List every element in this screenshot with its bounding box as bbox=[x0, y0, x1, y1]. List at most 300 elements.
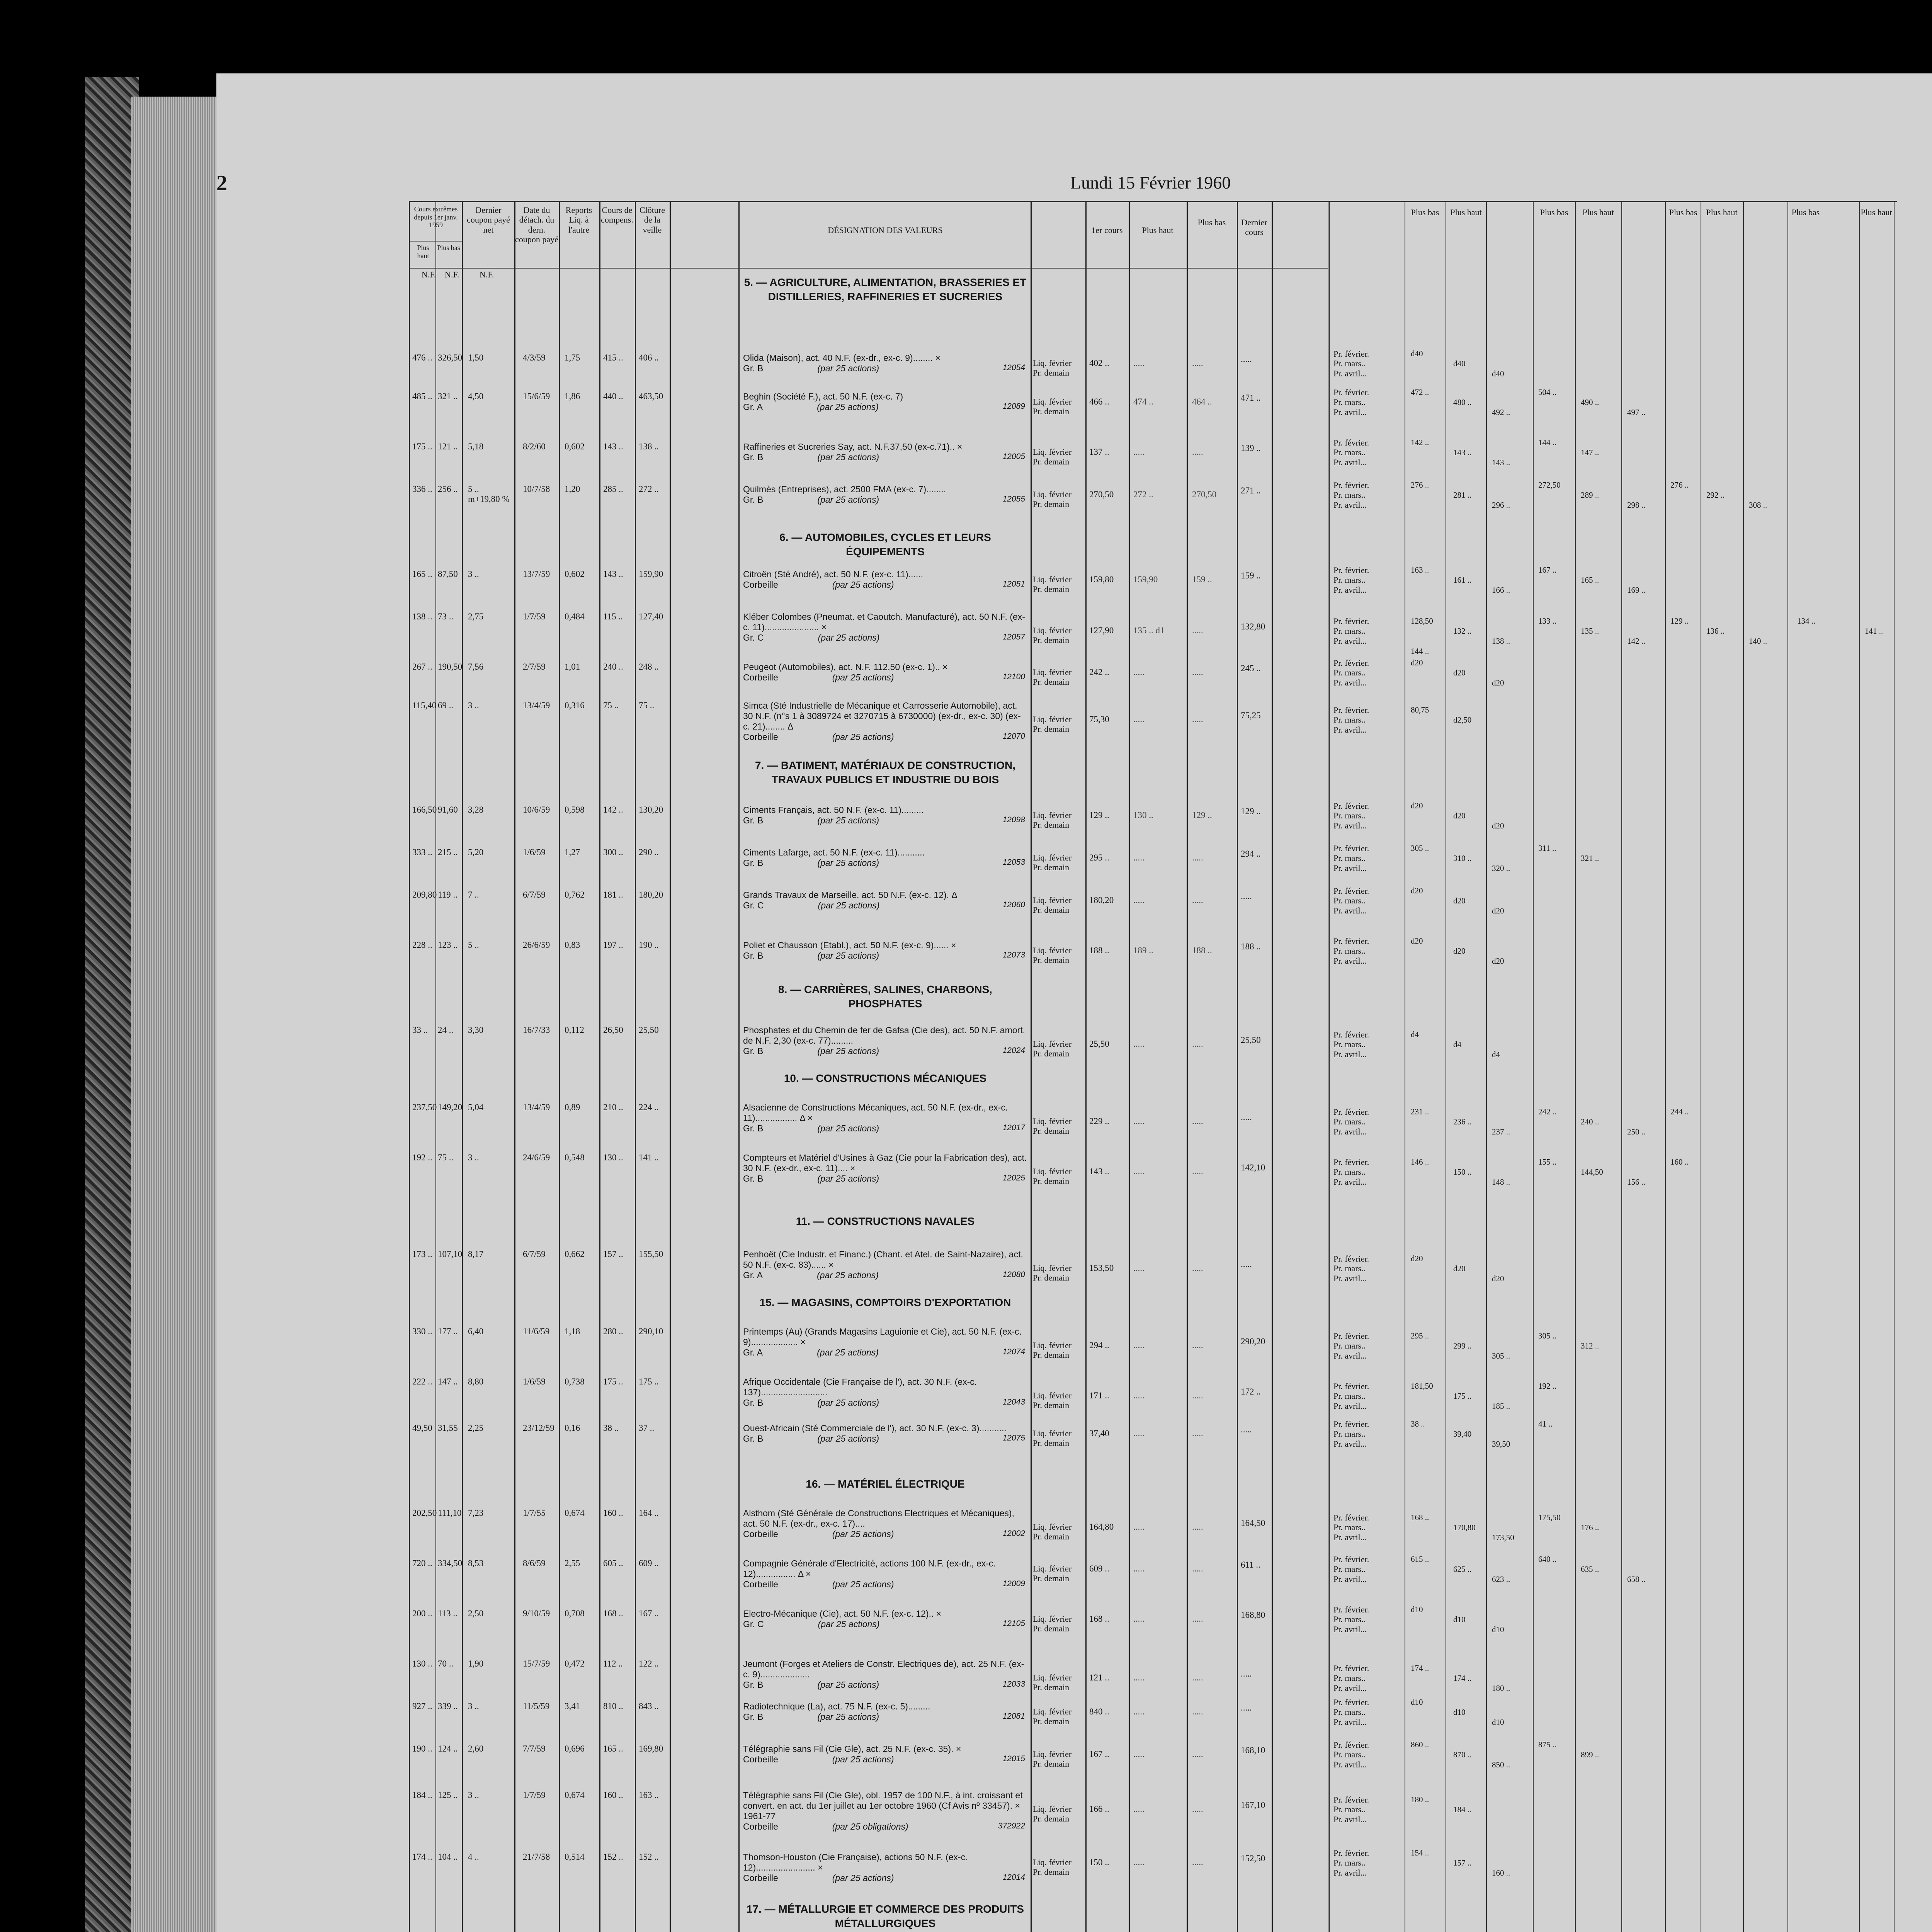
term-prime: Pr. demain bbox=[1033, 1759, 1070, 1769]
group-line bbox=[743, 1046, 1027, 1056]
forward-value: d40 bbox=[1453, 359, 1466, 368]
dernier-coupon-value: 3 .. bbox=[468, 1701, 479, 1711]
cloture-value: 159,90 bbox=[639, 569, 663, 579]
forward-value: 174 .. bbox=[1453, 1673, 1472, 1683]
dernier-coupon-value: 7,23 bbox=[468, 1508, 484, 1518]
section-title: 10. — CONSTRUCTIONS MÉCANIQUES bbox=[784, 1072, 987, 1084]
date-detach-value: 11/5/59 bbox=[523, 1701, 550, 1711]
term-liquidation: Liq. février bbox=[1033, 1116, 1072, 1126]
term-liquidation: Liq. février bbox=[1033, 1614, 1072, 1624]
month-label: Pr. février. bbox=[1333, 1030, 1369, 1039]
header-plus-bas: Plus bas bbox=[437, 244, 460, 252]
cours-compens-value: 143 .. bbox=[603, 442, 623, 451]
month-label: Pr. avril... bbox=[1333, 368, 1367, 378]
table-row bbox=[410, 1508, 1897, 1562]
designation-block bbox=[743, 1609, 1027, 1629]
forward-value: 492 .. bbox=[1492, 408, 1510, 417]
date-detach-value: 8/6/59 bbox=[523, 1558, 546, 1568]
forward-value: 144 .. bbox=[1411, 646, 1429, 656]
dernier-cours-value: 294 .. bbox=[1241, 849, 1261, 859]
table-row bbox=[410, 1419, 1897, 1477]
reports-value: 1,86 bbox=[565, 391, 580, 401]
forward-value: 39,50 bbox=[1492, 1439, 1510, 1449]
security-code: 12060 bbox=[1002, 900, 1025, 910]
forward-value: d10 bbox=[1492, 1718, 1504, 1727]
term-prime: Pr. demain bbox=[1033, 584, 1070, 594]
term-prime: Pr. demain bbox=[1033, 1682, 1070, 1692]
month-label: Pr. avril... bbox=[1333, 1683, 1367, 1693]
term-prime: Pr. demain bbox=[1033, 1532, 1070, 1542]
plus-haut-value: 720 .. bbox=[412, 1558, 432, 1568]
term-labels bbox=[1033, 714, 1071, 734]
forward-value: 242 .. bbox=[1538, 1107, 1557, 1116]
plus-bas-value: 149,20 bbox=[438, 1102, 463, 1112]
cours-compens-value: 415 .. bbox=[603, 353, 623, 362]
forward-value: 860 .. bbox=[1411, 1740, 1429, 1749]
reports-value: 0,83 bbox=[565, 940, 580, 950]
security-name: Compagnie Générale d'Electricité, actions 100 N.F. (ex-dr., ex-c. 12)................ Δ × bbox=[743, 1558, 996, 1579]
designation-block bbox=[743, 612, 1027, 643]
header-reports: Reports Liq. à l'autre bbox=[565, 205, 592, 235]
plus-haut-seance-value: ..... bbox=[1133, 1116, 1145, 1126]
forward-value: 147 .. bbox=[1581, 448, 1599, 457]
month-label: Pr. avril... bbox=[1333, 1439, 1367, 1449]
security-name: Thomson-Houston (Cie Française), actions 50 N.F. (ex-c. 12)........................ × bbox=[743, 1852, 968, 1873]
forward-value: 296 .. bbox=[1492, 500, 1510, 510]
term-prime: Pr. demain bbox=[1033, 1814, 1070, 1824]
forward-value: 185 .. bbox=[1492, 1401, 1510, 1411]
security-code: 12055 bbox=[1002, 495, 1025, 504]
cloture-value: 180,20 bbox=[639, 890, 663, 900]
term-liquidation: Liq. février bbox=[1033, 575, 1072, 584]
forward-value: 163 .. bbox=[1411, 565, 1429, 575]
month-label: Pr. avril... bbox=[1333, 1574, 1367, 1584]
forward-value: 184 .. bbox=[1453, 1805, 1472, 1814]
month-label: Pr. mars.. bbox=[1333, 1117, 1366, 1127]
month-label: Pr. février. bbox=[1333, 936, 1369, 946]
plus-bas-value: 113 .. bbox=[438, 1609, 457, 1618]
group-line bbox=[743, 672, 1027, 683]
month-label: Pr. février. bbox=[1333, 1254, 1369, 1264]
reports-value: 1,75 bbox=[565, 353, 580, 362]
forward-value: d4 bbox=[1492, 1050, 1500, 1059]
plus-haut-seance-value: ..... bbox=[1133, 1522, 1145, 1532]
term-labels bbox=[1033, 397, 1071, 417]
security-code: 12009 bbox=[1002, 1579, 1025, 1588]
month-label: Pr. février. bbox=[1333, 565, 1369, 575]
lot-size: (par 25 actions) bbox=[818, 1619, 880, 1629]
reports-value: 0,89 bbox=[565, 1102, 580, 1112]
forward-value: 135 .. bbox=[1581, 626, 1599, 636]
lot-size: (par 25 actions) bbox=[832, 580, 894, 590]
group-label: Gr. B bbox=[743, 1680, 764, 1690]
plus-bas-seance-value: ..... bbox=[1192, 714, 1203, 724]
designation-block bbox=[743, 1508, 1027, 1539]
security-code: 12057 bbox=[1002, 633, 1025, 642]
month-label: Pr. avril... bbox=[1333, 1350, 1367, 1361]
forward-value: d10 bbox=[1453, 1615, 1466, 1624]
security-name: Compteurs et Matériel d'Usines à Gaz (Cie pour la Fabrication des), act. 30 N.F. (ex-dr., ex-c. 11).... × bbox=[743, 1153, 1027, 1173]
forward-value: 142 .. bbox=[1411, 438, 1429, 447]
security-code: 12043 bbox=[1002, 1398, 1025, 1407]
term-labels bbox=[1033, 1564, 1071, 1583]
month-label: Pr. mars.. bbox=[1333, 715, 1366, 725]
forward-value: 658 .. bbox=[1627, 1575, 1646, 1584]
dernier-cours-value: 167,10 bbox=[1241, 1800, 1265, 1810]
forward-value: 169 .. bbox=[1627, 585, 1646, 595]
month-labels bbox=[1333, 1554, 1369, 1584]
cloture-value: 152 .. bbox=[639, 1852, 659, 1862]
term-liquidation: Liq. février bbox=[1033, 1340, 1072, 1350]
cloture-value: 167 .. bbox=[639, 1609, 659, 1618]
reports-value: 3,41 bbox=[565, 1701, 580, 1711]
premier-cours-value: 171 .. bbox=[1089, 1391, 1109, 1400]
plus-haut-value: 927 .. bbox=[412, 1701, 432, 1711]
plus-haut-seance-value: ..... bbox=[1133, 1707, 1145, 1716]
month-label: Pr. février. bbox=[1333, 438, 1369, 447]
forward-value: d20 bbox=[1492, 1274, 1504, 1283]
dernier-coupon-value: 8,53 bbox=[468, 1558, 484, 1568]
term-labels bbox=[1033, 1039, 1071, 1059]
premier-cours-value: 25,50 bbox=[1089, 1039, 1109, 1049]
security-code: 12017 bbox=[1002, 1123, 1025, 1133]
month-label: Pr. avril... bbox=[1333, 677, 1367, 687]
month-label: Pr. février. bbox=[1333, 1157, 1369, 1167]
forward-value: 144 .. bbox=[1538, 438, 1557, 447]
lot-size: (par 25 actions) bbox=[817, 1046, 879, 1056]
term-labels bbox=[1033, 447, 1071, 467]
dernier-cours-value: 25,50 bbox=[1241, 1035, 1261, 1045]
premier-cours-value: 150 .. bbox=[1089, 1857, 1109, 1867]
forward-value: d2,50 bbox=[1453, 715, 1472, 724]
dernier-cours-value: 172 .. bbox=[1241, 1387, 1261, 1396]
term-prime: Pr. demain bbox=[1033, 862, 1070, 872]
group-label: Corbeille bbox=[743, 1579, 778, 1590]
forward-value: d40 bbox=[1411, 349, 1423, 358]
forward-value: 136 .. bbox=[1706, 626, 1725, 636]
month-label: Pr. février. bbox=[1333, 801, 1369, 811]
dernier-cours-value: 188 .. bbox=[1241, 942, 1261, 951]
group-label: Gr. B bbox=[743, 1712, 764, 1722]
premier-cours-value: 167 .. bbox=[1089, 1749, 1109, 1759]
forward-value: 289 .. bbox=[1581, 490, 1599, 500]
month-label: Pr. avril... bbox=[1333, 1717, 1367, 1727]
forward-value: 298 .. bbox=[1627, 500, 1646, 510]
designation-block bbox=[743, 847, 1027, 868]
month-label: Pr. avril... bbox=[1333, 1273, 1367, 1283]
plus-bas-value: 326,50 bbox=[438, 353, 463, 362]
plus-bas-value: 147 .. bbox=[438, 1377, 458, 1386]
plus-bas-seance-value: 188 .. bbox=[1192, 946, 1212, 955]
forward-value: d10 bbox=[1453, 1708, 1466, 1717]
plus-haut-value: 485 .. bbox=[412, 391, 432, 401]
month-label: Pr. février. bbox=[1333, 1513, 1369, 1522]
month-labels bbox=[1333, 1795, 1369, 1824]
plus-haut-seance-value: ..... bbox=[1133, 1804, 1145, 1814]
cloture-value: 463,50 bbox=[639, 391, 663, 401]
month-label: Pr. mars.. bbox=[1333, 1707, 1366, 1717]
lot-size: (par 25 actions) bbox=[817, 1123, 879, 1134]
term-prime: Pr. demain bbox=[1033, 1573, 1070, 1583]
group-label: Gr. A bbox=[743, 402, 763, 412]
group-label: Corbeille bbox=[743, 1821, 778, 1832]
plus-haut-value: 166,50 bbox=[412, 805, 437, 815]
book-binding bbox=[85, 77, 139, 1932]
forward-value: 299 .. bbox=[1453, 1341, 1472, 1350]
group-label: Gr. B bbox=[743, 452, 764, 463]
designation-block bbox=[743, 442, 1027, 463]
lot-size: (par 25 actions) bbox=[817, 1434, 879, 1444]
security-code: 12070 bbox=[1002, 732, 1025, 741]
table-row bbox=[410, 701, 1897, 755]
term-labels bbox=[1033, 1673, 1071, 1692]
month-label: Pr. mars.. bbox=[1333, 447, 1366, 457]
security-code: 12098 bbox=[1002, 815, 1025, 825]
forward-value: 38 .. bbox=[1411, 1419, 1425, 1429]
group-label: Gr. A bbox=[743, 1347, 763, 1358]
dernier-coupon-value: 3,28 bbox=[468, 805, 484, 815]
forward-value: 132 .. bbox=[1453, 626, 1472, 636]
cours-compens-value: 181 .. bbox=[603, 890, 623, 900]
term-liquidation: Liq. février bbox=[1033, 1673, 1072, 1682]
date-detach-value: 10/6/59 bbox=[523, 805, 550, 815]
plus-haut-value: 228 .. bbox=[412, 940, 432, 950]
designation-block bbox=[743, 1025, 1027, 1056]
month-labels bbox=[1333, 438, 1369, 467]
cloture-value: 163 .. bbox=[639, 1790, 659, 1800]
reports-value: 0,762 bbox=[565, 890, 585, 900]
security-code: 12025 bbox=[1002, 1173, 1025, 1183]
forward-value: 311 .. bbox=[1538, 844, 1556, 853]
lot-size: (par 25 actions) bbox=[817, 1680, 879, 1690]
cloture-value: 406 .. bbox=[639, 353, 659, 362]
premier-cours-value: 121 .. bbox=[1089, 1673, 1109, 1682]
plus-bas-value: 104 .. bbox=[438, 1852, 458, 1862]
month-labels bbox=[1333, 1419, 1369, 1449]
date-detach-value: 8/2/60 bbox=[523, 442, 546, 451]
month-label: Pr. avril... bbox=[1333, 1177, 1367, 1187]
plus-haut-value: 130 .. bbox=[412, 1659, 432, 1668]
cours-compens-value: 280 .. bbox=[603, 1327, 623, 1336]
term-liquidation: Liq. février bbox=[1033, 714, 1072, 724]
month-label: Pr. mars.. bbox=[1333, 1750, 1366, 1760]
premier-cours-value: 129 .. bbox=[1089, 810, 1109, 820]
month-label: Pr. avril... bbox=[1333, 863, 1367, 873]
cloture-value: 272 .. bbox=[639, 484, 659, 494]
month-label: Pr. mars.. bbox=[1333, 1614, 1366, 1624]
forward-value: 321 .. bbox=[1581, 854, 1599, 863]
designation-block bbox=[743, 1423, 1027, 1444]
month-label: Pr. février. bbox=[1333, 349, 1369, 359]
dernier-cours-value: 139 .. bbox=[1241, 443, 1261, 453]
plus-bas-value: 256 .. bbox=[438, 484, 458, 494]
forward-value: d20 bbox=[1492, 906, 1504, 915]
term-labels bbox=[1033, 946, 1071, 965]
plus-bas-seance-value: ..... bbox=[1192, 1749, 1203, 1759]
plus-bas-seance-value: ..... bbox=[1192, 1522, 1203, 1532]
security-name: Penhoët (Cie Industr. et Financ.) (Chant. et Atel. de Saint-Nazaire), act. 50 N.F. (ex-c. 83)...... × bbox=[743, 1249, 1023, 1270]
term-prime: Pr. demain bbox=[1033, 677, 1070, 687]
lot-size: (par 25 obligations) bbox=[832, 1821, 908, 1832]
group-label: Gr. B bbox=[743, 1173, 764, 1184]
quotation-table bbox=[409, 201, 1897, 1932]
month-labels bbox=[1333, 480, 1369, 510]
forward-value: d20 bbox=[1411, 658, 1423, 667]
security-name: Alsacienne de Constructions Mécaniques, act. 50 N.F. (ex-dr., ex-c. 11)................. Δ × bbox=[743, 1102, 1008, 1123]
plus-haut-value: 336 .. bbox=[412, 484, 432, 494]
plus-bas-seance-value: ..... bbox=[1192, 667, 1203, 677]
term-prime: Pr. demain bbox=[1033, 1716, 1070, 1726]
header-future-plus-bas-4: Plus bas bbox=[1791, 207, 1820, 217]
forward-value: 310 .. bbox=[1453, 854, 1472, 863]
plus-haut-seance-value: ..... bbox=[1133, 1391, 1145, 1400]
forward-value: 167 .. bbox=[1538, 565, 1557, 575]
forward-value: 154 .. bbox=[1411, 1848, 1429, 1857]
month-label: Pr. février. bbox=[1333, 1605, 1369, 1614]
forward-value: 146 .. bbox=[1411, 1157, 1429, 1167]
forward-value: 160 .. bbox=[1670, 1157, 1689, 1167]
dernier-cours-value: ..... bbox=[1241, 1669, 1252, 1679]
group-label: Gr. C bbox=[743, 633, 764, 643]
term-labels bbox=[1033, 490, 1071, 509]
month-label: Pr. mars.. bbox=[1333, 1673, 1366, 1683]
plus-bas-seance-value: ..... bbox=[1192, 1707, 1203, 1716]
security-code: 12033 bbox=[1002, 1680, 1025, 1689]
cours-compens-value: 605 .. bbox=[603, 1558, 623, 1568]
header-premier-cours: 1er cours bbox=[1091, 225, 1123, 235]
group-label: Gr. C bbox=[743, 900, 764, 911]
reports-value: 0,602 bbox=[565, 442, 585, 451]
term-labels bbox=[1033, 1614, 1071, 1634]
plus-haut-value: 200 .. bbox=[412, 1609, 432, 1618]
group-line bbox=[743, 858, 1027, 868]
term-labels bbox=[1033, 1804, 1071, 1824]
dernier-cours-value: 132,80 bbox=[1241, 622, 1265, 631]
premier-cours-value: 270,50 bbox=[1089, 490, 1114, 499]
plus-haut-value: 49,50 bbox=[412, 1423, 432, 1433]
month-label: Pr. mars.. bbox=[1333, 1804, 1366, 1815]
group-line bbox=[743, 1754, 1027, 1765]
plus-haut-value: 165 .. bbox=[412, 569, 432, 579]
month-label: Pr. février. bbox=[1333, 1331, 1369, 1341]
section-title: 6. — AUTOMOBILES, CYCLES ET LEURS ÉQUIPEMENTS bbox=[779, 531, 991, 558]
page-date: Lundi 15 Février 1960 bbox=[1070, 173, 1231, 192]
group-line bbox=[743, 815, 1027, 826]
header-date-detach: Date du détach. du dern. coupon payé bbox=[515, 205, 558, 244]
cloture-value: 138 .. bbox=[639, 442, 659, 451]
unit-label-1: N.F. bbox=[422, 270, 436, 279]
month-label: Pr. avril... bbox=[1333, 1759, 1367, 1769]
forward-value: d20 bbox=[1453, 811, 1466, 820]
group-line bbox=[743, 951, 1027, 961]
group-line bbox=[743, 1579, 1027, 1590]
group-line bbox=[743, 1173, 1027, 1184]
forward-value: d20 bbox=[1411, 936, 1423, 946]
month-labels bbox=[1333, 844, 1369, 873]
term-labels bbox=[1033, 1116, 1071, 1136]
term-labels bbox=[1033, 626, 1071, 645]
cloture-value: 224 .. bbox=[639, 1102, 659, 1112]
plus-bas-value: 121 .. bbox=[438, 442, 458, 451]
cloture-value: 37 .. bbox=[639, 1423, 655, 1433]
month-label: Pr. février. bbox=[1333, 1381, 1369, 1391]
month-label: Pr. mars.. bbox=[1333, 1341, 1366, 1351]
plus-haut-value: 175 .. bbox=[412, 442, 432, 451]
cloture-value: 122 .. bbox=[639, 1659, 659, 1668]
group-line bbox=[743, 363, 1027, 374]
forward-value: d20 bbox=[1453, 946, 1466, 956]
lot-size: (par 25 actions) bbox=[817, 1270, 879, 1281]
lot-size: (par 25 actions) bbox=[817, 951, 879, 961]
header-dernier-cours: Dernier cours bbox=[1241, 218, 1267, 237]
term-prime: Pr. demain bbox=[1033, 1624, 1070, 1634]
security-name: Phosphates et du Chemin de fer de Gafsa (Cie des), act. 50 N.F. amort. de N.F. 2,30 (ex-c. 77)......... bbox=[743, 1025, 1025, 1046]
security-code: 12074 bbox=[1002, 1347, 1025, 1357]
term-labels bbox=[1033, 1522, 1071, 1542]
term-liquidation: Liq. février bbox=[1033, 397, 1072, 406]
date-detach-value: 6/7/59 bbox=[523, 890, 546, 900]
designation-block bbox=[743, 1701, 1027, 1722]
forward-value: 320 .. bbox=[1492, 864, 1510, 873]
dernier-coupon-value: 5,20 bbox=[468, 847, 484, 857]
premier-cours-value: 37,40 bbox=[1089, 1429, 1109, 1438]
forward-value: 156 .. bbox=[1627, 1177, 1646, 1187]
date-detach-value: 11/6/59 bbox=[523, 1327, 550, 1336]
forward-value: 272,50 bbox=[1538, 480, 1561, 490]
group-label: Gr. B bbox=[743, 1123, 764, 1134]
cloture-value: 75 .. bbox=[639, 701, 655, 710]
plus-bas-value: 339 .. bbox=[438, 1701, 458, 1711]
forward-value: 140 .. bbox=[1749, 636, 1767, 646]
month-label: Pr. avril... bbox=[1333, 1814, 1367, 1824]
dernier-cours-value: 75,25 bbox=[1241, 711, 1261, 720]
date-detach-value: 7/7/59 bbox=[523, 1744, 546, 1753]
plus-haut-seance-value: ..... bbox=[1133, 1263, 1145, 1273]
date-detach-value: 26/6/59 bbox=[523, 940, 550, 950]
unit-label-3: N.F. bbox=[480, 270, 494, 279]
date-detach-value: 24/6/59 bbox=[523, 1153, 550, 1162]
plus-bas-value: 177 .. bbox=[438, 1327, 458, 1336]
header-dernier-coupon: Dernier coupon payé net bbox=[467, 205, 510, 235]
dernier-cours-value: 168,80 bbox=[1241, 1610, 1265, 1620]
plus-bas-seance-value: 464 .. bbox=[1192, 397, 1212, 406]
group-line bbox=[743, 1821, 1027, 1832]
group-label: Corbeille bbox=[743, 732, 778, 742]
cloture-value: 25,50 bbox=[639, 1025, 659, 1035]
group-line bbox=[743, 1123, 1027, 1134]
plus-bas-value: 125 .. bbox=[438, 1790, 458, 1800]
forward-value: 875 .. bbox=[1538, 1740, 1557, 1749]
term-prime: Pr. demain bbox=[1033, 955, 1070, 965]
term-prime: Pr. demain bbox=[1033, 1273, 1070, 1283]
header-future-plus-bas-2: Plus bas bbox=[1540, 207, 1568, 217]
cours-compens-value: 142 .. bbox=[603, 805, 623, 815]
group-line bbox=[743, 1347, 1027, 1358]
term-prime: Pr. demain bbox=[1033, 724, 1070, 734]
cloture-value: 141 .. bbox=[639, 1153, 659, 1162]
security-code: 12054 bbox=[1002, 363, 1025, 372]
lot-size: (par 25 actions) bbox=[818, 900, 880, 911]
security-name: Ciments Français, act. 50 N.F. (ex-c. 11)......... bbox=[743, 805, 924, 815]
plus-haut-value: 476 .. bbox=[412, 353, 432, 362]
forward-value: 143 .. bbox=[1492, 458, 1510, 467]
dernier-coupon-value: 4 .. bbox=[468, 1852, 479, 1862]
group-label: Corbeille bbox=[743, 580, 778, 590]
cloture-value: 130,20 bbox=[639, 805, 663, 815]
plus-bas-value: 334,50 bbox=[438, 1558, 463, 1568]
dernier-cours-value: ..... bbox=[1241, 891, 1252, 901]
term-labels bbox=[1033, 1391, 1071, 1410]
